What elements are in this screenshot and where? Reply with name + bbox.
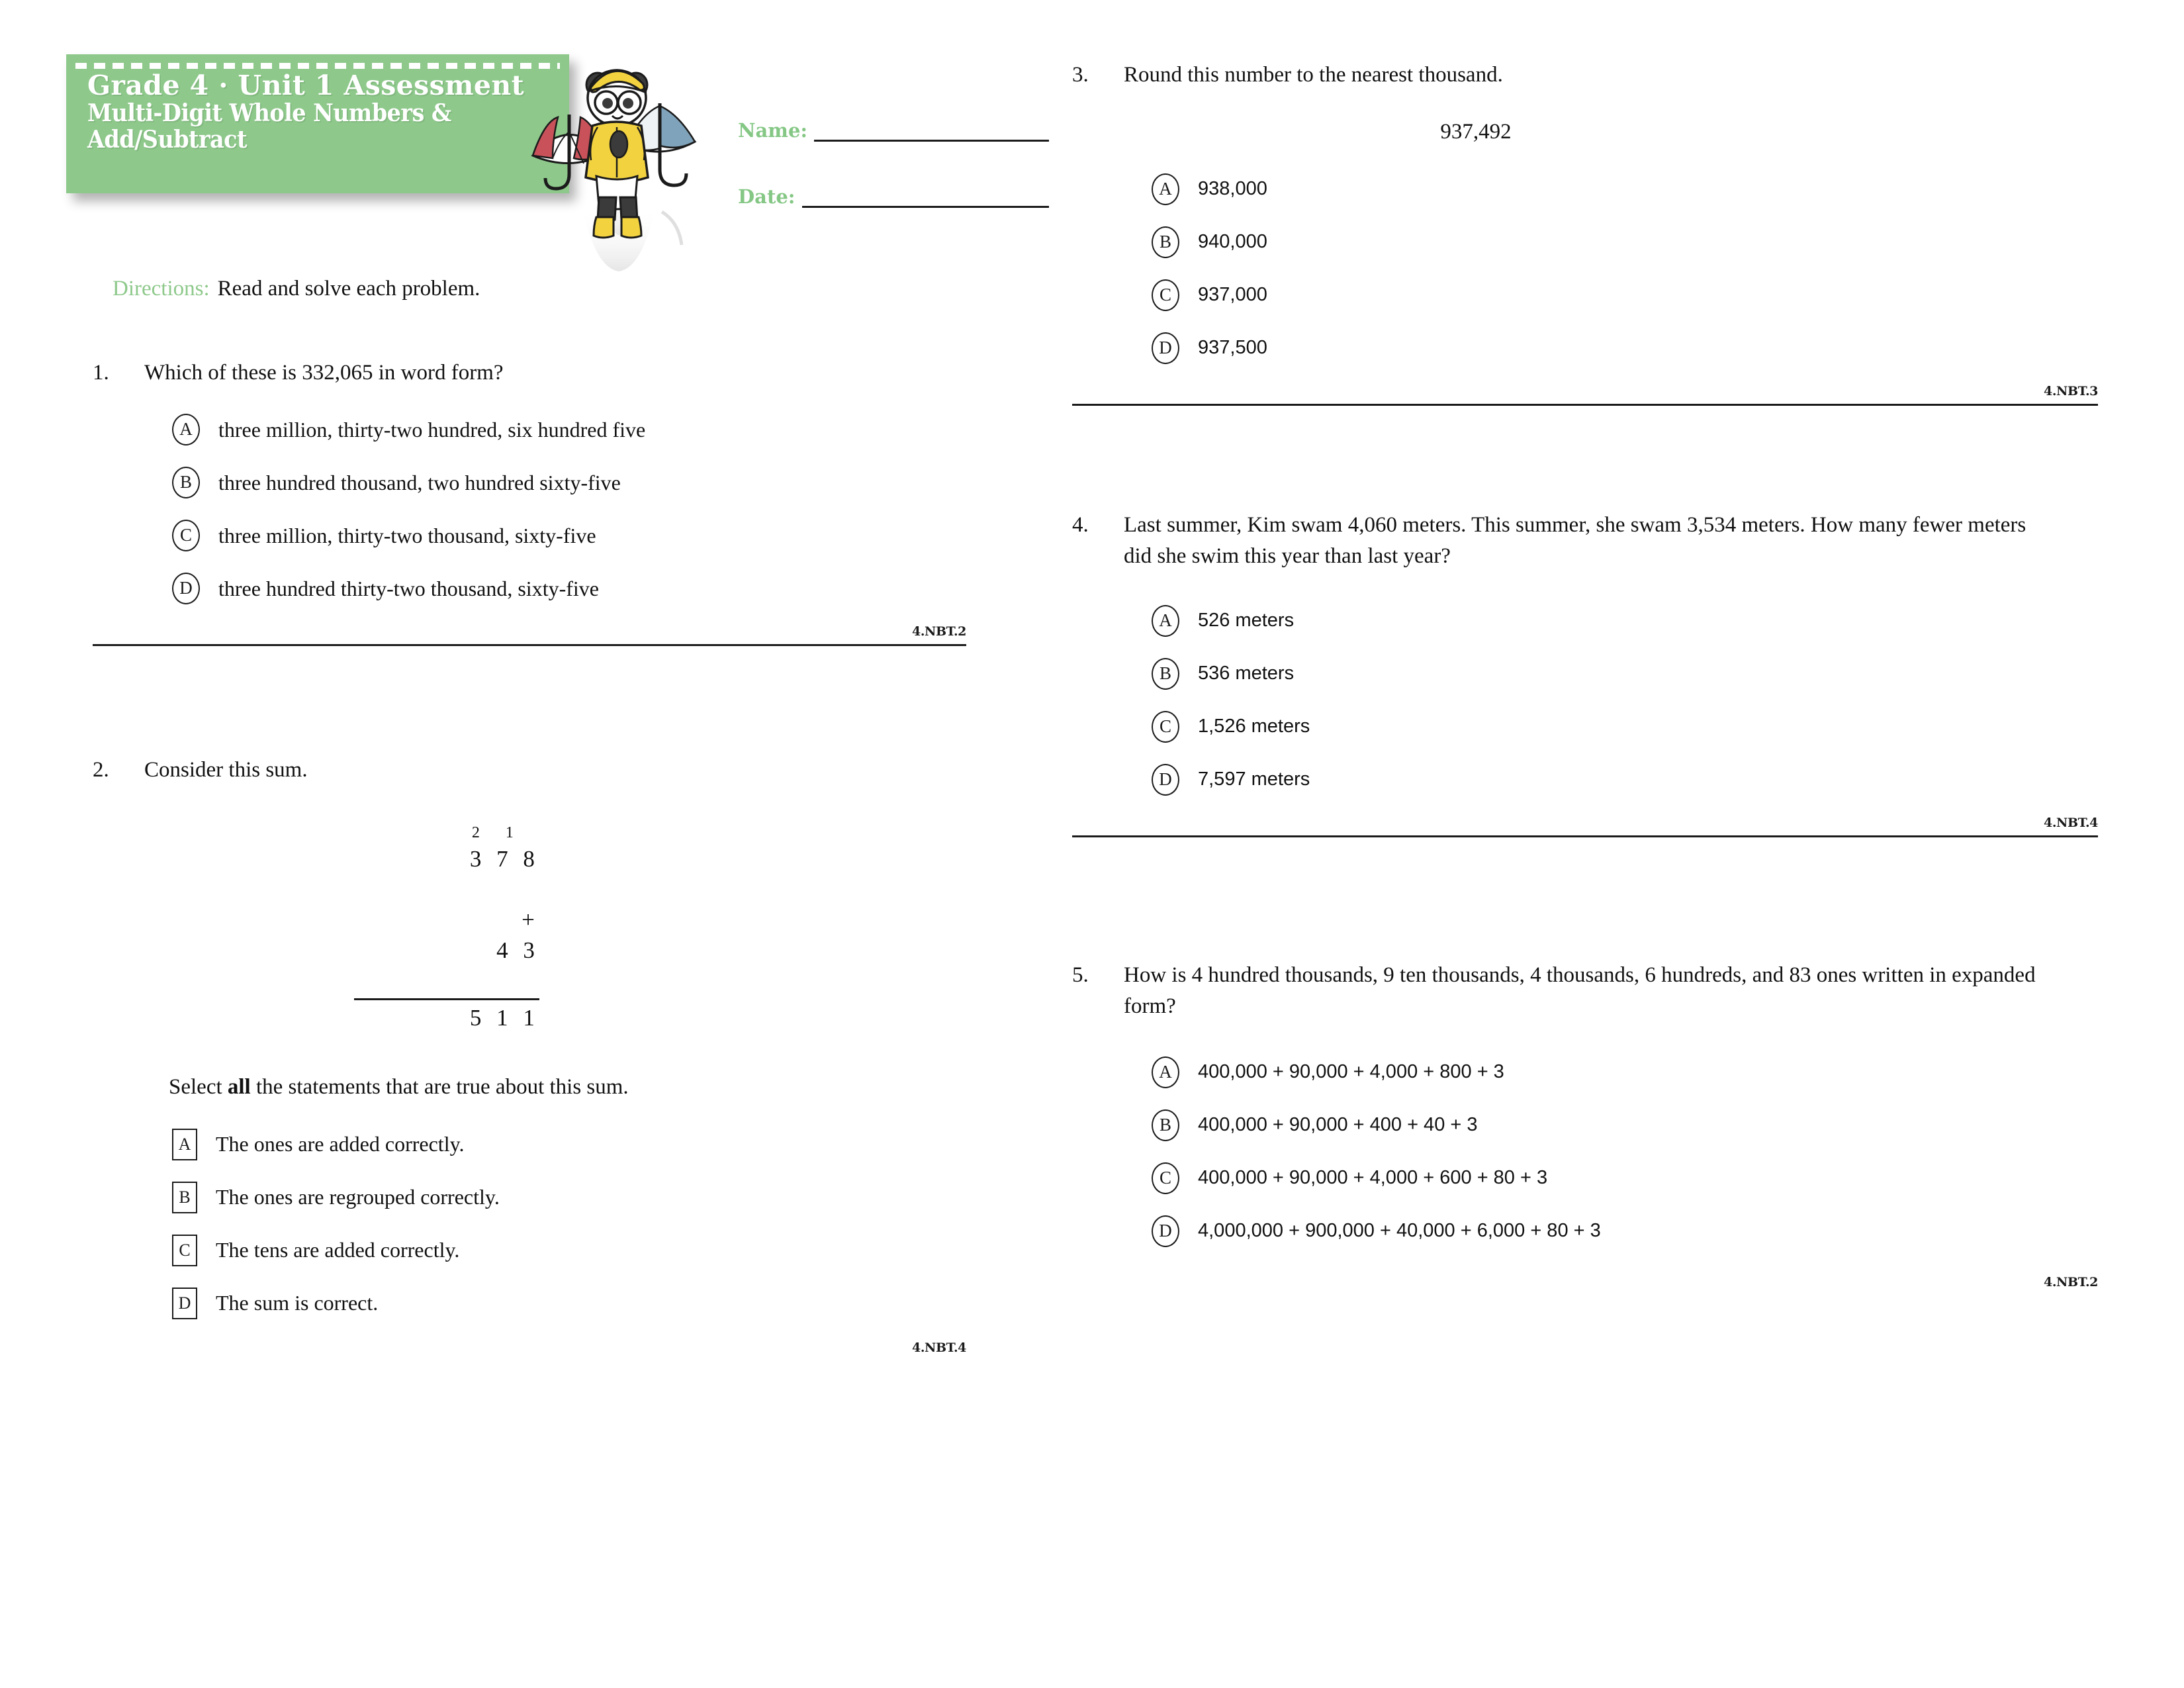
question-2-number: 2.: [93, 758, 109, 782]
question-5-head: [1072, 960, 2098, 1022]
checkbox-c-label: The tens are added correctly.: [216, 1238, 460, 1262]
question-2-head: [93, 755, 966, 786]
checkbox-a-label: The ones are added correctly.: [216, 1132, 465, 1156]
option-c-bubble[interactable]: C: [1152, 1162, 1179, 1194]
question-4-number: 4.: [1072, 513, 1089, 537]
question-1-text: Which of these is 332,065 in word form?: [144, 361, 504, 385]
question-5: [1072, 960, 2098, 1289]
question-5-standard: 4.NBT.2: [2044, 1274, 2098, 1289]
question-2-text: Consider this sum.: [144, 758, 308, 782]
checkbox-option-d[interactable]: [172, 1286, 966, 1321]
checkbox-a[interactable]: A: [172, 1129, 197, 1160]
option-b-bubble[interactable]: B: [172, 467, 200, 498]
question-4-text: Last summer, Kim swam 4,060 meters. This summer, she swam 3,534 meters. How many fewer meters did she swim this year than last year?: [1124, 513, 2026, 568]
option-d-label: 937,500: [1198, 337, 1267, 359]
option-a-label: three million, thirty-two hundred, six hundred five: [218, 417, 646, 442]
option-a-bubble[interactable]: A: [172, 414, 200, 445]
option-d-label: three hundred thirty-two thousand, sixty-five: [218, 576, 599, 600]
option-c-bubble[interactable]: C: [1152, 279, 1179, 311]
option-b-bubble[interactable]: B: [1152, 658, 1179, 690]
option-b[interactable]: [1152, 225, 2098, 259]
addition-operator: +: [522, 906, 539, 933]
checkbox-option-b[interactable]: [172, 1180, 966, 1215]
name-row: [738, 119, 1049, 142]
option-d-bubble[interactable]: D: [1152, 1215, 1179, 1247]
question-1-head: [93, 357, 966, 389]
checkbox-b-label: The ones are regrouped correctly.: [216, 1185, 500, 1209]
question-5-number: 5.: [1072, 963, 1089, 987]
name-date-block: [738, 119, 1049, 252]
question-3-divider: [1072, 404, 2098, 406]
name-label: Name:: [738, 119, 808, 142]
option-b-bubble[interactable]: B: [1152, 226, 1179, 258]
select-all-prompt: [169, 1075, 966, 1100]
option-b[interactable]: [1152, 1108, 2098, 1143]
checkbox-option-c[interactable]: [172, 1233, 966, 1268]
directions-text: Read and solve each problem.: [217, 277, 480, 301]
option-d-bubble[interactable]: D: [1152, 764, 1179, 796]
option-a-bubble[interactable]: A: [1152, 1056, 1179, 1088]
name-input-line[interactable]: [814, 124, 1049, 142]
banner-title-line1: Grade 4 · Unit 1 Assessment: [87, 70, 524, 101]
directions-label: Directions:: [113, 277, 210, 301]
option-b[interactable]: [172, 465, 966, 500]
option-b-label: 536 meters: [1198, 663, 1295, 684]
banner-title-line2: Multi-Digit Whole Numbers &: [87, 99, 451, 128]
option-a-bubble[interactable]: A: [1152, 173, 1179, 205]
checkbox-d-label: The sum is correct.: [216, 1291, 379, 1315]
option-a-label: 938,000: [1198, 178, 1267, 200]
question-3: [1072, 60, 2098, 406]
question-3-text: Round this number to the nearest thousand.: [1124, 63, 1503, 87]
option-c-bubble[interactable]: C: [1152, 711, 1179, 743]
directions-line: [113, 277, 480, 301]
option-d-label: 7,597 meters: [1198, 769, 1310, 790]
question-3-standard: 4.NBT.3: [2044, 383, 2098, 399]
question-1-number: 1.: [93, 361, 109, 385]
option-d-bubble[interactable]: D: [172, 573, 200, 604]
option-d-bubble[interactable]: D: [1152, 332, 1179, 364]
addition-addend-1: 3 7 8: [469, 845, 539, 872]
question-1-standard: 4.NBT.2: [912, 624, 966, 639]
option-a[interactable]: [172, 412, 966, 447]
question-3-stimulus: 937,492: [1440, 119, 1512, 144]
option-a-bubble[interactable]: A: [1152, 605, 1179, 637]
checkbox-option-a[interactable]: [172, 1127, 966, 1162]
option-b-label: 940,000: [1198, 231, 1267, 253]
option-c-label: 937,000: [1198, 284, 1267, 306]
option-b-bubble[interactable]: B: [1152, 1109, 1179, 1141]
addition-addend-2-row: [354, 874, 539, 1001]
option-a-label: 400,000 + 90,000 + 4,000 + 800 + 3: [1198, 1061, 1504, 1083]
date-label: Date:: [738, 185, 796, 208]
date-input-line[interactable]: [802, 190, 1050, 208]
addition-addend-2: 4 3: [496, 937, 539, 964]
question-1-divider: [93, 644, 966, 646]
option-b-label: 400,000 + 90,000 + 400 + 40 + 3: [1198, 1114, 1478, 1136]
option-d-label: 4,000,000 + 900,000 + 40,000 + 6,000 + 80 + 3: [1198, 1220, 1601, 1242]
option-c-label: three million, thirty-two thousand, sixty-five: [218, 523, 596, 547]
select-all-bold: all: [227, 1074, 251, 1099]
banner-title-line3: Add/Subtract: [87, 126, 247, 154]
worksheet-header: [63, 46, 1003, 258]
question-2-options: [172, 1127, 966, 1321]
panda-with-umbrellas-icon: [520, 40, 718, 271]
option-c-label: 400,000 + 90,000 + 4,000 + 600 + 80 + 3: [1198, 1167, 1548, 1189]
option-b[interactable]: [1152, 657, 2098, 691]
date-row: [738, 185, 1049, 208]
checkbox-d[interactable]: D: [172, 1288, 197, 1319]
option-a[interactable]: [1152, 1055, 2098, 1090]
option-a-label: 526 meters: [1198, 610, 1295, 632]
option-d[interactable]: [1152, 331, 2098, 365]
question-1: [93, 357, 966, 646]
question-4-options: [1152, 604, 2098, 797]
option-c[interactable]: [1152, 1161, 2098, 1196]
question-3-number: 3.: [1072, 63, 1089, 87]
option-d[interactable]: [1152, 763, 2098, 797]
addition-total: 5 1 1: [469, 1005, 539, 1031]
question-4: [1072, 510, 2098, 837]
checkbox-b[interactable]: B: [172, 1182, 197, 1213]
question-4-divider: [1072, 835, 2098, 837]
option-d[interactable]: [1152, 1214, 2098, 1248]
option-b-label: three hundred thousand, two hundred sixty-five: [218, 470, 621, 494]
title-banner: [66, 54, 569, 193]
option-c-bubble[interactable]: C: [172, 520, 200, 551]
question-4-head: [1072, 510, 2098, 572]
option-c[interactable]: [1152, 710, 2098, 744]
question-4-standard: 4.NBT.4: [2044, 815, 2098, 830]
question-2: [93, 755, 966, 1355]
question-5-options: [1152, 1055, 2098, 1248]
option-a[interactable]: [1152, 604, 2098, 638]
select-all-pre: Select: [169, 1074, 228, 1099]
question-1-options: [172, 412, 966, 606]
checkbox-c[interactable]: C: [172, 1235, 197, 1266]
question-2-standard: 4.NBT.4: [912, 1340, 966, 1355]
option-a[interactable]: [1152, 172, 2098, 207]
question-3-head: [1072, 60, 2098, 91]
vertical-addition-problem: [93, 823, 966, 1034]
option-c[interactable]: [1152, 278, 2098, 312]
addition-carries: 2 1: [471, 823, 520, 841]
select-all-post: the statements that are true about this sum.: [250, 1074, 629, 1099]
question-3-options: [1152, 172, 2098, 365]
question-5-text: How is 4 hundred thousands, 9 ten thousands, 4 thousands, 6 hundreds, and 83 ones written in expanded form?: [1124, 963, 2036, 1018]
option-d[interactable]: [172, 571, 966, 606]
option-c[interactable]: [172, 518, 966, 553]
option-c-label: 1,526 meters: [1198, 716, 1310, 737]
